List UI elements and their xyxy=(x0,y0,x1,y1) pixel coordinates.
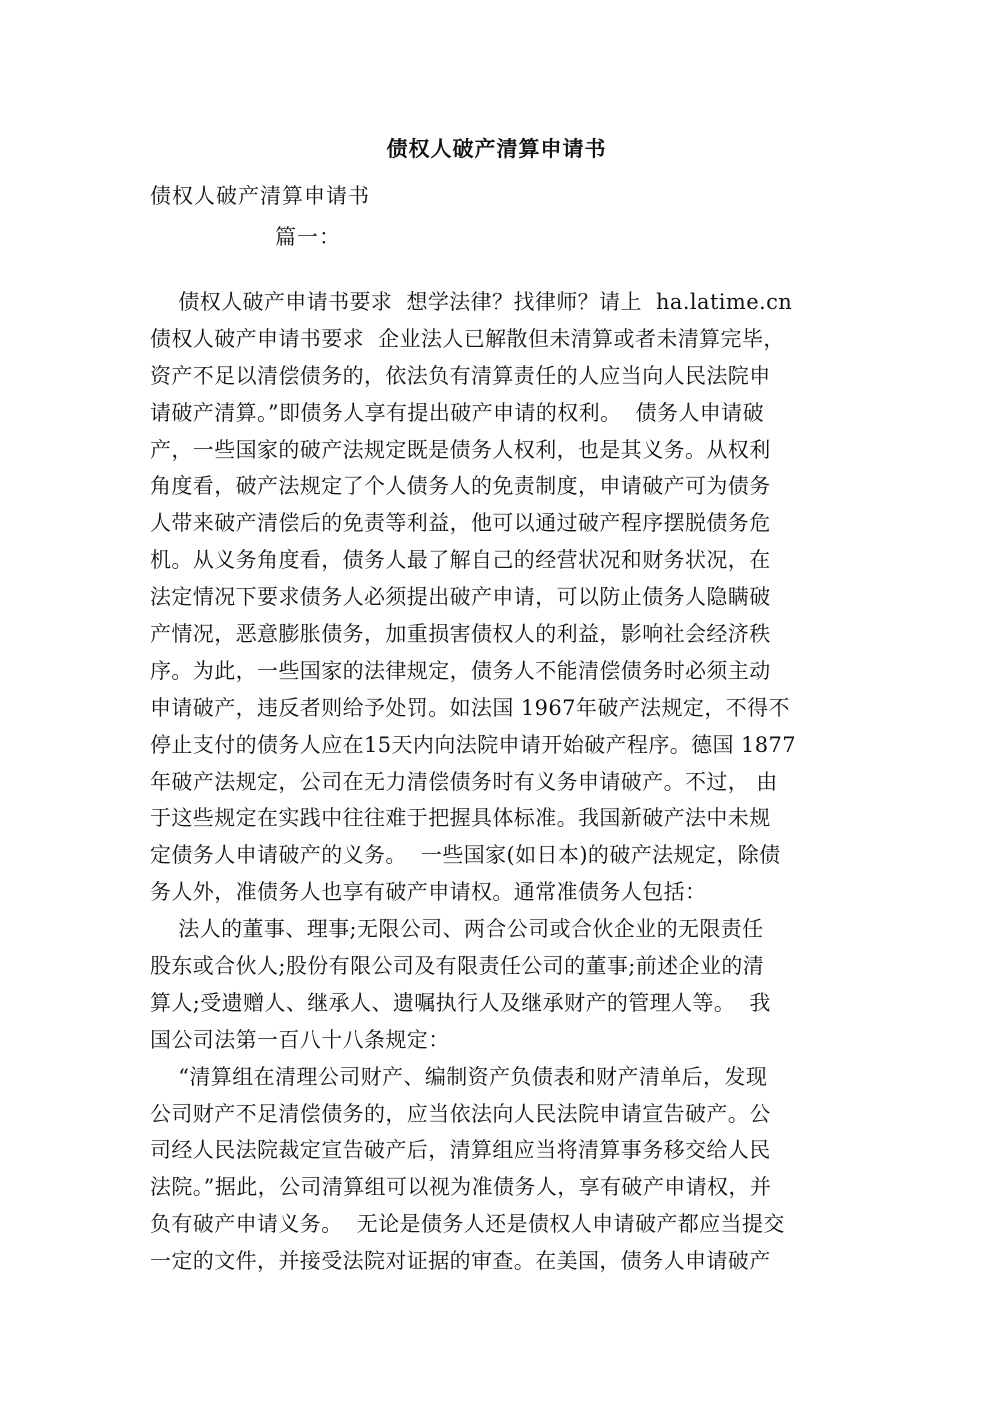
text-line: 年破产法规定，公司在无力清偿债务时有义务申请破产。不过， 由 xyxy=(150,769,778,794)
section-label: 篇一： xyxy=(275,225,341,249)
body-text xyxy=(150,284,840,1280)
text-line: 一定的文件，并接受法院对证据的审查。在美国，债务人申请破产 xyxy=(150,1249,771,1274)
text-line: 申请破产，违反者则给予处罚。如法国 1967年破产法规定，不得不 xyxy=(150,695,790,720)
text-line: 债权人破产申请书要求 企业法人已解散但未清算或者未清算完毕， xyxy=(150,326,785,351)
text-line: 公司财产不足清偿债务的，应当依法向人民法院申请宣告破产。公 xyxy=(150,1101,771,1126)
text-line: 司经人民法院裁定宣告破产后，清算组应当将清算事务移交给人民 xyxy=(150,1138,771,1163)
text-line: 资产不足以清偿债务的，依法负有清算责任的人应当向人民法院申 xyxy=(150,363,771,388)
text-line: 请破产清算。”即债务人享有提出破产申请的权利。 债务人申请破 xyxy=(150,400,764,425)
text-line: 法院。”据此，公司清算组可以视为准债务人，享有破产申请权，并 xyxy=(150,1175,772,1200)
text-line: 于这些规定在实践中往往难于把握具体标准。我国新破产法中未规 xyxy=(150,806,771,831)
text-line: 股东或合伙人;股份有限公司及有限责任公司的董事;前述企业的清 xyxy=(150,954,765,979)
text-line: 债权人破产申请书要求 想学法律？找律师？请上 ha.latime.cn xyxy=(150,290,793,314)
text-line: 国公司法第一百八十八条规定： xyxy=(150,1027,450,1052)
text-line: 法人的董事、理事;无限公司、两合公司或合伙企业的无限责任 xyxy=(150,917,764,942)
text-line: “清算组在清理公司财产、编制资产负债表和财产清单后，发现 xyxy=(150,1064,768,1089)
text-line: 人带来破产清偿后的免责等利益，他可以通过破产程序摆脱债务危 xyxy=(150,511,771,536)
text-line: 法定情况下要求债务人必须提出破产申请，可以防止债务人隐瞒破 xyxy=(150,585,771,610)
document-subtitle: 债权人破产清算申请书 xyxy=(150,184,370,208)
text-line: 定债务人申请破产的义务。 一些国家(如日本)的破产法规定，除债 xyxy=(150,843,781,868)
text-line: 产，一些国家的破产法规定既是债务人权利，也是其义务。从权利 xyxy=(150,437,771,462)
text-line: 负有破产申请义务。 无论是债务人还是债权人申请破产都应当提交 xyxy=(150,1212,785,1237)
text-line: 务人外，准债务人也享有破产申请权。通常准债务人包括： xyxy=(150,880,707,905)
document-title: 债权人破产清算申请书 xyxy=(386,136,607,161)
text-line: 机。从义务角度看，债务人最了解自己的经营状况和财务状况，在 xyxy=(150,548,771,573)
text-line: 产情况，恶意膨胀债务，加重损害债权人的利益，影响社会经济秩 xyxy=(150,622,771,647)
text-line: 算人;受遗赠人、继承人、遗嘱执行人及继承财产的管理人等。 我 xyxy=(150,990,771,1015)
text-line: 序。为此，一些国家的法律规定，债务人不能清偿债务时必须主动 xyxy=(150,658,771,683)
text-line: 角度看，破产法规定了个人债务人的免责制度，申请破产可为债务 xyxy=(150,474,771,499)
text-line: 停止支付的债务人应在15天内向法院申请开始破产程序。德国 1877 xyxy=(150,732,797,757)
